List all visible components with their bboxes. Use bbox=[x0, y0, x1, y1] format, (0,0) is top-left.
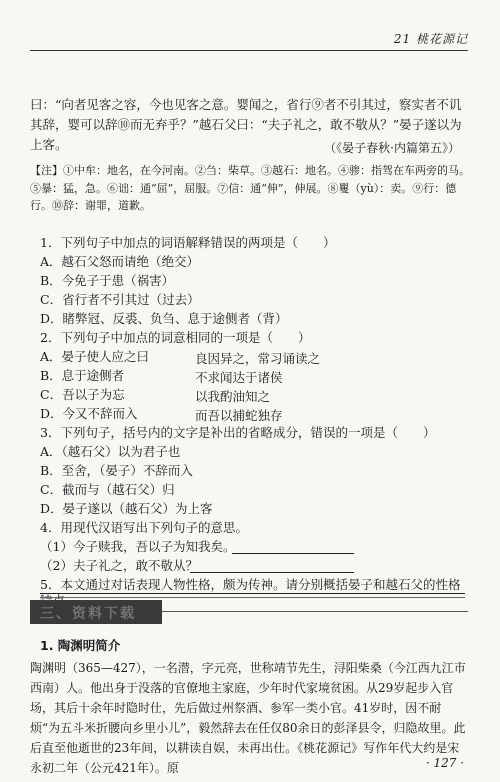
question-2-option-c-left: C．吾以子为忘 bbox=[40, 387, 125, 402]
question-2-option-c-right: 以我酌油知之 bbox=[195, 389, 271, 404]
passage-text: 曰：“向者见客之容，今也见客之意。婴闻之，省行⑨者不引其过，察实者不讥其辞，婴可以辞⑩而无弃乎？”越石父曰：“夫子礼之，敢不敬从？”晏子遂以为上客。 bbox=[30, 97, 462, 152]
question-5-stem: 5．本文通过对话表现人物性格，颇为传神。请分别概括晏子和越石父的性格 bbox=[40, 577, 461, 592]
question-4-item-1: （1）今子赎我，吾以子为知我矣。 bbox=[40, 539, 236, 554]
question-3-option-b: B．至舍，（晏子）不辞而入 bbox=[40, 463, 193, 478]
answer-line-4-1[interactable] bbox=[232, 553, 354, 554]
question-1-option-c: C．省行者不引其过（过去） bbox=[40, 292, 200, 307]
section-header-box bbox=[30, 600, 162, 624]
answer-line-5-1[interactable] bbox=[40, 593, 465, 594]
question-2-option-b-left: B．息于途侧者 bbox=[40, 368, 125, 383]
question-3-option-a: A．（越石父）以为君子也 bbox=[40, 444, 181, 459]
section-label: 三、资料下载 bbox=[40, 606, 136, 622]
question-2-option-a-left: A．晏子使人应之曰 bbox=[40, 349, 150, 364]
biography-text: 陶渊明（365—427），一名潜，字元亮，世称靖节先生，浔阳柴桑（今江西九江市西南）人。他出身于没落的官僚地主家庭，少年时代家境贫困。从29岁起步入官场，其后十余年时隐时仕，先后做过州祭酒、参军一类小官。41岁时，因不耐烦“为五斗米折腰向乡里小儿”，毅然辞去在任仅80余日的彭泽县令，归隐故里。此后直至他逝世的23年间，以耕读自娱，未再出仕。《桃花源记》写作年代大约是宋永初二年（公元421年）。原 bbox=[30, 661, 466, 775]
question-1-stem: 1．下列句子中加点的词语解释错误的两项是（ ） bbox=[40, 235, 336, 250]
question-2-option-d-right: 而吾以捕蛇独存 bbox=[195, 408, 283, 423]
passage-source: （《晏子春秋·内篇第五》） bbox=[324, 141, 460, 155]
answer-line-4-2[interactable] bbox=[190, 572, 354, 573]
question-3-stem: 3．下列句子，括号内的文字是补出的省略成分，错误的一项是（ ） bbox=[40, 425, 436, 440]
answer-line-5-2[interactable] bbox=[40, 597, 465, 598]
question-3-option-c: C．截而与（越石父）归 bbox=[40, 482, 175, 497]
question-1-option-d: D．睹弊冠、反裘、负刍、息于途侧者（背） bbox=[40, 311, 288, 326]
question-2-option-b-right: 不求闻达于诸侯 bbox=[195, 370, 283, 385]
subheading: 1. 陶渊明简介 bbox=[40, 638, 121, 653]
header-title: 21 桃花源记 bbox=[393, 32, 468, 46]
page-number: · 127 · bbox=[425, 756, 464, 770]
question-4-item-2: （2）夫子礼之，敢不敬从？ bbox=[40, 558, 198, 573]
section-rule bbox=[162, 611, 468, 612]
question-2-option-a-right: 良因异之，常习诵读之 bbox=[195, 351, 321, 366]
question-4-stem: 4．用现代汉语写出下列句子的意思。 bbox=[40, 520, 248, 535]
question-1-option-a: A．越石父怒而请绝（绝交） bbox=[40, 254, 200, 269]
question-2-option-d-left: D．今又不辞而入 bbox=[40, 406, 138, 421]
question-1-option-b: B．今免子于患（祸害） bbox=[40, 273, 175, 288]
question-3-option-d: D．晏子遂以（越石父）为上客 bbox=[40, 501, 213, 516]
question-2-stem: 2．下列句子中加点的词意相同的一项是（ ） bbox=[40, 330, 311, 345]
running-header bbox=[30, 28, 468, 51]
annotation-notes: 【注】①中牟：地名，在今河南。②刍：柴草。③越石：地名。④骖：指驾在车两旁的马。⑤暴：猛，急。⑥诎：通“屈”，屈服。⑦信：通“伸”，伸展。⑧矍（yù）：卖。⑨行：德行。⑩辞：谢罪，道歉。 bbox=[30, 164, 470, 212]
